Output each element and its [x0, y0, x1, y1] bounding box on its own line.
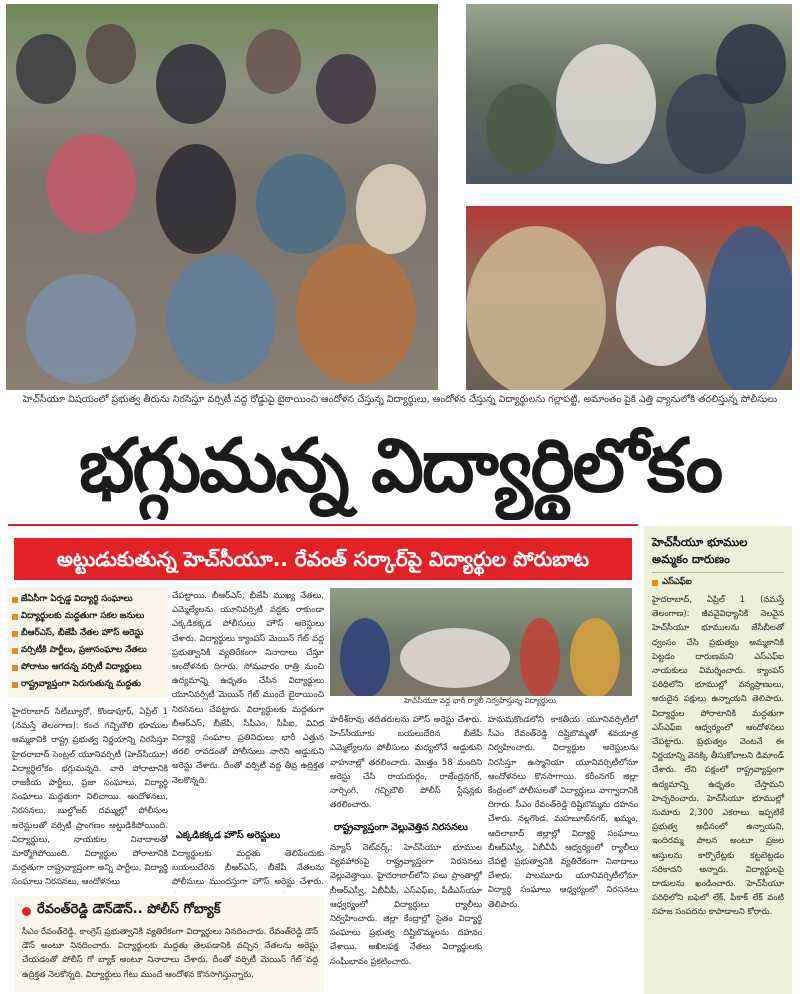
highlight-item: విద్యార్థులకు మద్దతుగా సకల జనులు — [12, 608, 164, 625]
sidebar-author: ఎస్‌ఎఫ్‌ఐ — [652, 576, 692, 589]
photo-caption-top: హెచ్‌సీయూ విషయంలో ప్రభుత్వ తీరును నిరసిస్తూ వర్సిటీ వద్ద రోడ్డుపై బైఠాయించి ఆందోళన చేస్తున్న విద్యార్థులు, ఆందోళన చేస్తున్న విద్యార్థులను గల్లాపట్టి, అమాంతం పైకి ఎత్తి వ్యానులోకి తరలిస్తున్న పోలీసులు — [22, 394, 778, 405]
section-heading-statewide-protests: రాష్ట్రవ్యాప్తంగా వెల్లువెత్తిన నిరసనలు — [334, 822, 468, 833]
photo-students-sit-in-protest — [6, 4, 438, 390]
bullet-square-icon — [12, 648, 18, 654]
bullet-square-icon — [12, 682, 18, 688]
highlight-item: జేఏసీగా ఏర్పడ్డ విద్యార్థి సంఘాలు — [12, 591, 164, 608]
sidebar-divider — [652, 572, 784, 573]
article-column-3-continued: న్యూస్ నెట్‌వర్క్: హెచ్‌సీయూ భూముల వ్యవహారంపై రాష్ట్రవ్యాప్తంగా నిరసనలు వెల్లువెత్తాయి. హైదరాబాద్‌లోని పలు ప్రాంతాల్లో బీఆర్‌ఎస్వీ, ఏబీవీపీ, ఎస్‌ఎఫ్‌ఐ, పీడీఎస్‌యూ ఆధ్వర్యంలో విద్యార్థులు ర్యాలీలు నిర్వహించారు. జిల్లా కేంద్రాల్లో సైతం విద్యార్థి సంఘాలు ప్రభుత్వ దిష్టిబొమ్మలను దహనం చేశాయి. అఖిలపక్ష నేతలు విద్యార్థులకు సంఘీభావం ప్రకటించారు. — [330, 842, 482, 966]
highlight-item: పోరాటం ఆగదన్న వర్సిటీ విద్యార్థులు — [12, 659, 164, 676]
photo-students-rally — [330, 588, 632, 696]
article-column-3: హరీశ్‌రావు తదితరులను హౌస్ అరెస్టు చేశారు. హెచ్‌సీయూకు బయలుదేరిన బీజేపీ ఎమ్మెల్యేలను పోలీసులు మధ్యలోనే అడ్డుకుని వాహనాల్లో తరలించారు. మొత్తం 58 మందిని అరెస్టు చేసి రాయదుర్గం, రాజేంద్రనగర్, నార్సింగి, గచ్చిబౌలి పోలీస్ స్టేషన్లకు తరలించారు. — [330, 714, 482, 810]
photo-caption-rally: హెచ్‌సీయూ వద్ద భారీ ర్యాలీ నిర్వహిస్తున్న విద్యార్థులు — [404, 696, 556, 705]
sidebar-text: హైదరాబాద్, ఏప్రిల్ 1 (నమస్తే తెలంగాణ): జీవవైవిధ్యానికి నెలవైన హెచ్‌సీయూ భూములను జేసీబీలతో ధ్వంసం చేసి ప్రభుత్వం అమ్మకానికి పెట్టడం దారుణమని ఎస్‌ఎఫ్‌ఐ నాయకులు విమర్శించారు. క్యాంపస్ పరిధిలోని భూముల్లో వన్యప్రాణులు, అరుదైన పక్షులు ఉన్నాయని తెలిపారు. విద్యార్థుల పోరాటానికి మద్దతుగా ఎస్‌ఎఫ్‌ఐ ఆధ్వర్యంలో ఆందోళనలు చేపట్టారు. ప్రభుత్వం వెంటనే ఈ నిర్ణయాన్ని వెనక్కి తీసుకోవాలని డిమాండ్ చేశారు. లేని పక్షంలో రాష్ట్రవ్యాప్తంగా ఉద్యమాన్ని ఉధృతం చేస్తామని హెచ్చరించారు. హెచ్‌సీయూ భూముల్లో సుమారు 2,300 ఎకరాలు ఇప్పటికే ప్రభుత్వ అధీనంలో ఉన్నాయని, ఇందిరమ్మ పాలన అంటూ ప్రజల ఆస్తులను కార్పొరేట్లకు కట్టబెట్టడం సరికాదని అన్నారు. విద్యార్థులపై దాడులను ఖండించారు. హెచ్‌సీయూ పరిధిలోని బఫెలో లేక్, పీకాక్ లేక్ వంటి సహజ సంపదను కాపాడాలని కోరారు. — [652, 594, 784, 917]
slogan-box-text: సీఎం రేవంత్‌రెడ్డి, కాంగ్రెస్ ప్రభుత్వానికి వ్యతిరేకంగా విద్యార్థులు నినదించారు. రేవంత్‌రెడ్డి డౌన్ డౌన్ అంటూ నినదించారు. విద్యార్థులకు మద్దతు తెలపడానికి వచ్చిన నేతలను అరెస్టు చేయడంతో పోలీస్ గో బ్యాక్ అంటూ నినాదాలు చేశారు. దీంతో వర్సిటీ మెయిన్ గేట్ వద్ద ఉద్రిక్తత నెలకొన్నది. విద్యార్థులు గేటు ముందే ఆందోళన కొనసాగిస్తున్నారు. — [22, 926, 318, 979]
bullet-square-icon — [12, 631, 18, 637]
slogan-box-heading: రేవంత్‌రెడ్డి డౌన్‌డౌన్.. పోలీస్ గోబ్యాక్ — [22, 902, 221, 920]
article-column-1: హైదరాబాద్ సిటీబ్యూరో, కొండాపూర్, ఏప్రిల్ 1 (నమస్తే తెలంగాణ): కంచ గచ్చిబౌలి భూముల అమ్మకానికి రాష్ట్ర ప్రభుత్వ నిర్ణయాన్ని నిరసిస్తూ హైదరాబాద్ సెంట్రల్ యూనివర్సిటీ (హెచ్‌సీయూ) విద్యార్థిలోకం భగ్గుమన్నది. వారి పోరాటానికి రాజకీయ పార్టీలు, ప్రజా సంఘాలు, విద్యార్థి సంఘాలు మద్దతుగా నిలిచాయి. ఆందోళనలు, నిరసనలు, బుల్డోజర్ దమ్ముల్లో పోలీసుల అరెస్టులతో వర్సిటీ ప్రాంగణం అట్టుడికిపోయింది. విద్యార్థులు, నాయకుల నినాదాలతో మార్మోగిపోయింది. విద్యార్థుల పోరాటానికి మద్దతుగా రాష్ట్రవ్యాప్తంగా అన్ని పార్టీలు, విద్యార్థి సంఘాలు నిరసనలు, ఆందోళనలు — [12, 706, 168, 887]
sidebar-article — [644, 526, 792, 994]
highlight-item: రాష్ట్రవ్యాప్తంగా పెరుగుతున్న మద్దతు — [12, 676, 164, 693]
highlight-item: బీఆర్‌ఎస్, బీజేపీ నేతల హౌస్ అరెస్టు — [12, 625, 164, 642]
bullet-square-icon — [652, 580, 658, 586]
headline: భగ్గుమన్న విద్యార్థిలోకం — [78, 423, 722, 509]
section-heading-house-arrests: ఎక్కడికక్కడ హౌస్ అరెస్టులు — [176, 830, 281, 841]
article-column-4: హనుమకొండలోని కాకతీయ యూనివర్సిటీలో సీఎం రేవంత్‌రెడ్డి దిష్టిబొమ్మతో శవయాత్ర నిర్వహించారు. విద్యార్థుల అరెస్టులను నిరసిస్తూ ఉస్మానియా యూనివర్సిటీలోనూ ఆందోళనలు కొనసాగాయి. కరీంనగర్ జిల్లా కేంద్రంలో పోలీసులతో విద్యార్థులు వాగ్వాదానికి దిగారు. సీఎం రేవంత్‌రెడ్డి దిష్టిబొమ్మను దహనం చేశారు. నల్లగొండ, మహబూబ్‌నగర్, ఖమ్మం, ఆదిలాబాద్ జిల్లాల్లో విద్యార్థి సంఘాలు బీఆర్‌ఎస్వీ, ఏబీవీపీ ఆధ్వర్యంలో ర్యాలీలు చేపట్టి ప్రభుత్వానికి వ్యతిరేకంగా నినాదాలు చేశారు. పాలమూరు యూనివర్సిటీలోనూ విద్యార్థి సంఘాలు ఆధ్వర్యంలో నిరసనలు తెలిపారు. — [488, 714, 638, 909]
bullet-square-icon — [12, 614, 18, 620]
article-column-2-continued: విద్యార్థులకు మద్దతు తెలిపేందుకు బయలుదేరిన బీఆర్‌ఎస్, బీజేపీ నేతలను పోలీసులు ముందస్తుగా హౌస్ అరెస్టు చేశారు. — [172, 848, 324, 887]
highlights-box — [8, 588, 168, 698]
photo-police-dragging-student — [466, 206, 792, 390]
subheadline: అట్టుడుకుతున్న హెచ్‌సీయూ.. రేవంత్ సర్కార్‌పై విద్యార్థుల పోరుబాట — [14, 538, 632, 580]
slogan-box — [14, 896, 324, 992]
highlight-item: వర్సిటీకి పార్టీలు, ప్రజాసంఘాల నేతలు — [12, 642, 164, 659]
red-dot-icon — [22, 907, 31, 916]
bullet-square-icon — [12, 665, 18, 671]
bullet-square-icon — [12, 597, 18, 603]
article-column-2: చేపట్టాయి. బీఆర్‌ఎస్, బీజేపీ ముఖ్య నేతలు, ఎమ్మెల్యేలను యూనివర్సిటీ వద్దకు రాకుండా ఎక్కడికక్కడ పోలీసులు హౌస్ అరెస్టులు చేశారు. విద్యార్థులు క్యాంపస్ మెయిన్ గేట్ వద్ద ప్రభుత్వానికి వ్యతిరేకంగా నినాదాలు చేస్తూ ఆందోళనకు దిగారు. సోమవారం రాత్రి నుంచి ఉద్యమాన్ని ఉధృతం చేసిన విద్యార్థులు యూనివర్సిటీ మెయిన్ గేట్ ముందే బైఠాయించి నిరసనలు చేపట్టారు. విద్యార్థులకు మద్దతుగా బీఆర్‌ఎస్, బీజేపీ, సీపీఎం, సీపీఐ, వివిధ విద్యార్థి సంఘాల ప్రతినిధులు భారీ ఎత్తున తరలి రావడంతో పోలీసులు వారిని అడ్డుకుని అరెస్టు చేశారు. దీంతో వర్సిటీ వద్ద తీవ్ర ఉద్రిక్తత నెలకొన్నది. — [172, 590, 324, 785]
headline-rule — [8, 524, 638, 526]
photo-police-lifting-student — [466, 4, 792, 184]
sidebar-heading: హెచ్‌సీయూ భూముల అమ్మకం దారుణం — [652, 535, 748, 566]
